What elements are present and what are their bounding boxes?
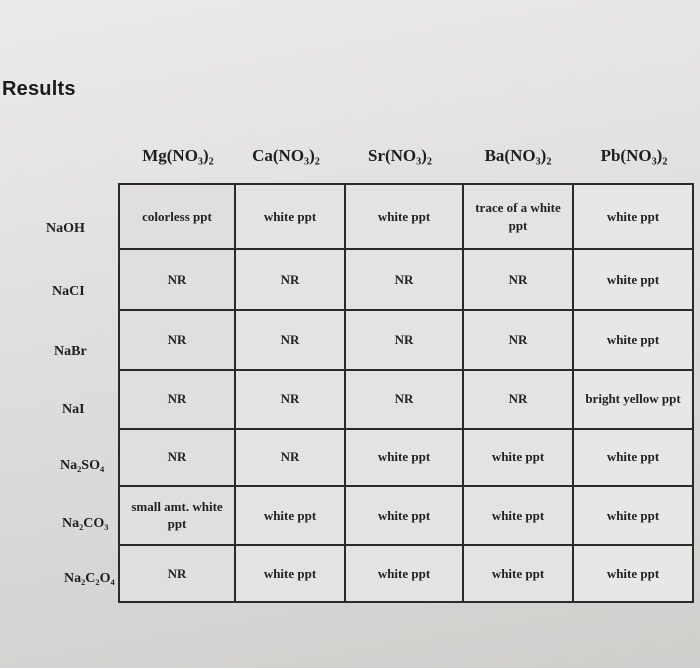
- row-label-na2so4: Na₂SO₄: [60, 458, 105, 473]
- table-row: [119, 370, 693, 429]
- table-cell: NR: [463, 310, 573, 369]
- table-cell: white ppt: [463, 486, 573, 545]
- table-cell: NR: [463, 249, 573, 310]
- table-cell: NR: [235, 429, 345, 486]
- row-label-nacl: NaCI: [52, 284, 85, 299]
- table-cell: colorless ppt: [119, 184, 235, 249]
- column-header-ba-nitrate: Ba(NO₃)₂: [484, 146, 552, 165]
- table-cell: white ppt: [235, 184, 345, 249]
- table-cell: white ppt: [345, 545, 463, 602]
- table-cell: NR: [119, 310, 235, 369]
- column-header-sr-nitrate: Sr(NO₃)₂: [367, 146, 433, 165]
- table-cell: NR: [119, 249, 235, 310]
- table-row: [119, 429, 693, 486]
- table-row: [119, 486, 693, 545]
- row-label-naoh: NaOH: [46, 221, 85, 236]
- row-label-nai: NaI: [62, 402, 85, 417]
- table-row: [119, 545, 693, 602]
- column-header-pb-nitrate: Pb(NO₃)₂: [600, 146, 668, 165]
- table-cell: NR: [345, 249, 463, 310]
- results-table: [118, 183, 694, 603]
- table-cell: white ppt: [345, 429, 463, 486]
- table-cell: white ppt: [235, 486, 345, 545]
- results-heading: Results: [2, 78, 76, 100]
- table-cell: NR: [345, 310, 463, 369]
- table-cell: white ppt: [573, 545, 693, 602]
- table-row: [119, 310, 693, 369]
- table-cell: NR: [345, 370, 463, 429]
- table-row: [119, 184, 693, 249]
- table-cell: NR: [119, 429, 235, 486]
- table-cell: white ppt: [463, 545, 573, 602]
- table-cell: NR: [119, 370, 235, 429]
- table-cell: NR: [235, 370, 345, 429]
- table-row: [119, 249, 693, 310]
- table-cell: white ppt: [235, 545, 345, 602]
- table-cell: white ppt: [573, 310, 693, 369]
- table-cell: white ppt: [463, 429, 573, 486]
- table-cell: white ppt: [345, 184, 463, 249]
- column-header-mg-nitrate: Mg(NO₃)₂: [142, 146, 214, 165]
- table-cell: white ppt: [573, 249, 693, 310]
- table-cell: NR: [235, 310, 345, 369]
- table-cell: white ppt: [573, 429, 693, 486]
- table-cell: white ppt: [573, 486, 693, 545]
- row-label-na2c2o4: Na₂C₂O₄: [64, 571, 115, 586]
- table-cell: NR: [235, 249, 345, 310]
- table-cell: white ppt: [345, 486, 463, 545]
- row-label-na2co3: Na₂CO₃: [62, 516, 109, 531]
- table-cell: NR: [119, 545, 235, 602]
- table-cell: white ppt: [573, 184, 693, 249]
- table-cell: NR: [463, 370, 573, 429]
- table-cell: small amt. white ppt: [119, 486, 235, 545]
- table-cell: trace of a white ppt: [463, 184, 573, 249]
- table-cell: bright yellow ppt: [573, 370, 693, 429]
- column-header-ca-nitrate: Ca(NO₃)₂: [252, 146, 320, 165]
- row-label-nabr: NaBr: [54, 344, 87, 359]
